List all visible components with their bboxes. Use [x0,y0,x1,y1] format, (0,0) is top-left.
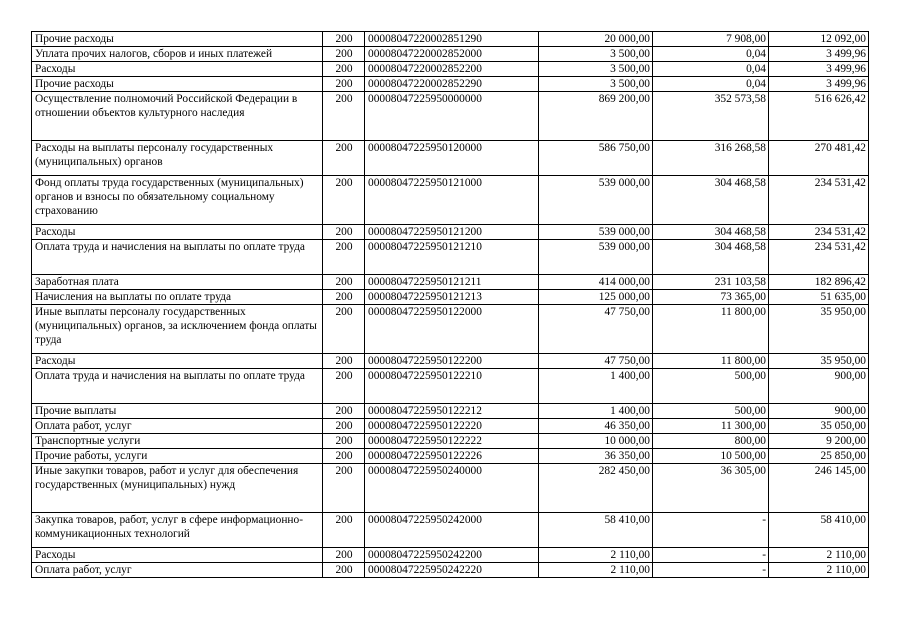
row-remaining-cell: 246 145,00 [769,464,869,513]
row-approved-cell: 46 350,00 [539,419,653,434]
row-remaining-cell: 2 110,00 [769,563,869,578]
row-line-code-cell: 200 [323,419,365,434]
table-row [32,404,869,419]
row-line-code-cell: 200 [323,92,365,141]
row-executed-cell: 352 573,58 [653,92,769,141]
row-executed-cell: 304 468,58 [653,240,769,275]
row-remaining-cell: 3 499,96 [769,47,869,62]
table-row [32,513,869,548]
row-budget-code-cell: 00008047225950120000 [365,141,539,176]
row-remaining-cell: 234 531,42 [769,176,869,225]
table-row [32,240,869,275]
row-line-code-cell: 200 [323,369,365,404]
row-name-cell: Уплата прочих налогов, сборов и иных платежей [32,47,323,62]
row-approved-cell: 125 000,00 [539,290,653,305]
row-budget-code-cell: 00008047225950121213 [365,290,539,305]
row-name-cell: Закупка товаров, работ, услуг в сфере информационно-коммуникационных технологий [32,513,323,548]
row-executed-cell: 0,04 [653,62,769,77]
table-row [32,32,869,47]
row-remaining-cell: 900,00 [769,404,869,419]
table-row [32,434,869,449]
report-sheet [31,31,868,578]
row-name-cell: Расходы [32,354,323,369]
row-remaining-cell: 900,00 [769,369,869,404]
row-budget-code-cell: 00008047225950122222 [365,434,539,449]
row-budget-code-cell: 00008047225950122212 [365,404,539,419]
row-approved-cell: 539 000,00 [539,176,653,225]
row-executed-cell: - [653,563,769,578]
table-row [32,275,869,290]
row-approved-cell: 58 410,00 [539,513,653,548]
row-approved-cell: 47 750,00 [539,354,653,369]
table-row [32,548,869,563]
row-remaining-cell: 12 092,00 [769,32,869,47]
row-name-cell: Расходы [32,62,323,77]
table-row [32,563,869,578]
row-line-code-cell: 200 [323,563,365,578]
row-remaining-cell: 3 499,96 [769,62,869,77]
row-budget-code-cell: 00008047220002852000 [365,47,539,62]
row-executed-cell: - [653,548,769,563]
table-row [32,449,869,464]
row-name-cell: Прочие работы, услуги [32,449,323,464]
row-executed-cell: 7 908,00 [653,32,769,47]
row-remaining-cell: 9 200,00 [769,434,869,449]
row-remaining-cell: 3 499,96 [769,77,869,92]
row-remaining-cell: 25 850,00 [769,449,869,464]
table-row [32,305,869,354]
row-remaining-cell: 35 050,00 [769,419,869,434]
table-row [32,369,869,404]
row-name-cell: Иные закупки товаров, работ и услуг для обеспечения государственных (муниципальных) нужд [32,464,323,513]
row-line-code-cell: 200 [323,290,365,305]
row-line-code-cell: 200 [323,305,365,354]
row-approved-cell: 539 000,00 [539,225,653,240]
row-executed-cell: 800,00 [653,434,769,449]
row-name-cell: Оплата труда и начисления на выплаты по оплате труда [32,240,323,275]
row-name-cell: Расходы [32,548,323,563]
row-name-cell: Прочие выплаты [32,404,323,419]
row-line-code-cell: 200 [323,77,365,92]
row-executed-cell: 0,04 [653,47,769,62]
row-approved-cell: 282 450,00 [539,464,653,513]
table-row [32,141,869,176]
row-line-code-cell: 200 [323,240,365,275]
row-executed-cell: 500,00 [653,404,769,419]
row-executed-cell: - [653,513,769,548]
row-approved-cell: 47 750,00 [539,305,653,354]
row-approved-cell: 539 000,00 [539,240,653,275]
table-body [32,32,869,578]
row-remaining-cell: 51 635,00 [769,290,869,305]
row-approved-cell: 3 500,00 [539,77,653,92]
row-line-code-cell: 200 [323,141,365,176]
row-name-cell: Расходы на выплаты персоналу государственных (муниципальных) органов [32,141,323,176]
expenditure-table [31,31,869,578]
row-name-cell: Расходы [32,225,323,240]
row-remaining-cell: 58 410,00 [769,513,869,548]
row-name-cell: Прочие расходы [32,32,323,47]
table-row [32,77,869,92]
row-budget-code-cell: 00008047225950121211 [365,275,539,290]
row-line-code-cell: 200 [323,32,365,47]
row-budget-code-cell: 00008047225950122226 [365,449,539,464]
row-executed-cell: 11 300,00 [653,419,769,434]
row-approved-cell: 36 350,00 [539,449,653,464]
row-approved-cell: 1 400,00 [539,369,653,404]
row-executed-cell: 11 800,00 [653,354,769,369]
row-name-cell: Оплата работ, услуг [32,419,323,434]
row-line-code-cell: 200 [323,548,365,563]
row-budget-code-cell: 00008047225950122000 [365,305,539,354]
row-name-cell: Иные выплаты персоналу государственных (муниципальных) органов, за исключением фонда оплаты труда [32,305,323,354]
table-row [32,92,869,141]
row-executed-cell: 0,04 [653,77,769,92]
row-name-cell: Оплата работ, услуг [32,563,323,578]
row-executed-cell: 36 305,00 [653,464,769,513]
table-row [32,464,869,513]
row-approved-cell: 20 000,00 [539,32,653,47]
row-line-code-cell: 200 [323,354,365,369]
row-name-cell: Фонд оплаты труда государственных (муниципальных) органов и взносы по обязательному социальному страхованию [32,176,323,225]
row-approved-cell: 869 200,00 [539,92,653,141]
row-budget-code-cell: 00008047225950122210 [365,369,539,404]
row-line-code-cell: 200 [323,404,365,419]
row-executed-cell: 500,00 [653,369,769,404]
row-name-cell: Транспортные услуги [32,434,323,449]
row-line-code-cell: 200 [323,449,365,464]
row-remaining-cell: 35 950,00 [769,354,869,369]
row-budget-code-cell: 00008047220002852290 [365,77,539,92]
row-line-code-cell: 200 [323,464,365,513]
row-approved-cell: 10 000,00 [539,434,653,449]
row-name-cell: Начисления на выплаты по оплате труда [32,290,323,305]
row-line-code-cell: 200 [323,275,365,290]
row-executed-cell: 316 268,58 [653,141,769,176]
row-name-cell: Осуществление полномочий Российской Федерации в отношении объектов культурного наследия [32,92,323,141]
row-budget-code-cell: 00008047225950121210 [365,240,539,275]
row-executed-cell: 304 468,58 [653,176,769,225]
row-budget-code-cell: 00008047220002852200 [365,62,539,77]
row-line-code-cell: 200 [323,434,365,449]
row-budget-code-cell: 00008047220002851290 [365,32,539,47]
row-approved-cell: 1 400,00 [539,404,653,419]
row-name-cell: Прочие расходы [32,77,323,92]
row-budget-code-cell: 00008047225950122220 [365,419,539,434]
row-line-code-cell: 200 [323,225,365,240]
table-row [32,225,869,240]
row-budget-code-cell: 00008047225950240000 [365,464,539,513]
row-remaining-cell: 234 531,42 [769,225,869,240]
table-row [32,62,869,77]
row-remaining-cell: 270 481,42 [769,141,869,176]
row-remaining-cell: 516 626,42 [769,92,869,141]
row-executed-cell: 231 103,58 [653,275,769,290]
row-budget-code-cell: 00008047225950242000 [365,513,539,548]
row-budget-code-cell: 00008047225950121000 [365,176,539,225]
row-name-cell: Заработная плата [32,275,323,290]
row-line-code-cell: 200 [323,513,365,548]
row-remaining-cell: 35 950,00 [769,305,869,354]
row-executed-cell: 11 800,00 [653,305,769,354]
row-approved-cell: 3 500,00 [539,47,653,62]
row-line-code-cell: 200 [323,176,365,225]
table-row [32,419,869,434]
row-executed-cell: 10 500,00 [653,449,769,464]
row-executed-cell: 73 365,00 [653,290,769,305]
row-remaining-cell: 182 896,42 [769,275,869,290]
row-name-cell: Оплата труда и начисления на выплаты по оплате труда [32,369,323,404]
row-approved-cell: 2 110,00 [539,563,653,578]
table-row [32,354,869,369]
row-approved-cell: 2 110,00 [539,548,653,563]
row-budget-code-cell: 00008047225950000000 [365,92,539,141]
row-executed-cell: 304 468,58 [653,225,769,240]
table-row [32,176,869,225]
row-approved-cell: 586 750,00 [539,141,653,176]
row-line-code-cell: 200 [323,62,365,77]
table-row [32,290,869,305]
row-budget-code-cell: 00008047225950242220 [365,563,539,578]
row-remaining-cell: 2 110,00 [769,548,869,563]
row-approved-cell: 414 000,00 [539,275,653,290]
row-budget-code-cell: 00008047225950242200 [365,548,539,563]
row-budget-code-cell: 00008047225950121200 [365,225,539,240]
row-line-code-cell: 200 [323,47,365,62]
row-budget-code-cell: 00008047225950122200 [365,354,539,369]
table-row [32,47,869,62]
row-remaining-cell: 234 531,42 [769,240,869,275]
row-approved-cell: 3 500,00 [539,62,653,77]
